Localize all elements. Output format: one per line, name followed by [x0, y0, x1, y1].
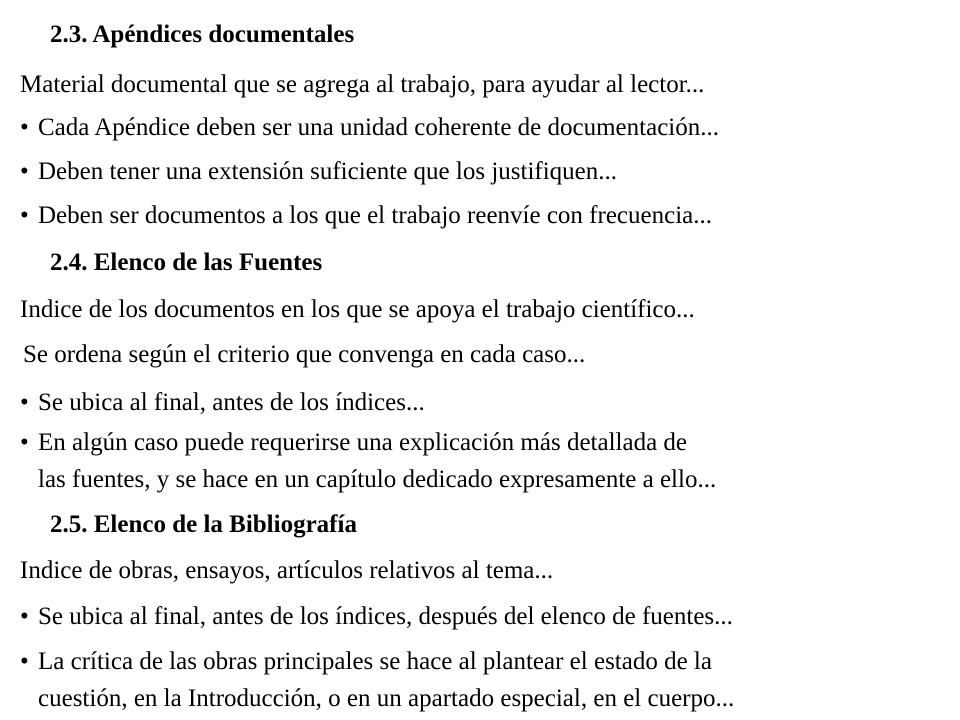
list-item-text: Deben tener una extensión suficiente que los justifiquen...	[38, 158, 618, 185]
list-item-text: Se ubica al final, antes de los índices...	[38, 389, 425, 416]
bullet-icon: •	[20, 429, 29, 456]
section-heading-2-4: 2.4. Elenco de las Fuentes	[50, 249, 323, 276]
bullet-icon: •	[20, 158, 29, 185]
bullet-icon: •	[20, 114, 29, 141]
bullet-icon: •	[20, 389, 29, 416]
list-item-text: Cada Apéndice deben ser una unidad coherente de documentación...	[38, 114, 719, 141]
list-item	[20, 201, 712, 231]
list-item-continuation: cuestión, en la Introducción, o en un apartado especial, en el cuerpo...	[38, 685, 735, 712]
bullet-icon: •	[20, 603, 29, 630]
list-item-text: Deben ser documentos a los que el trabajo reenvíe con frecuencia...	[38, 202, 713, 229]
section-intro-2-4: Indice de los documentos en los que se apoya el trabajo científico...	[20, 296, 695, 323]
list-item-continuation: las fuentes, y se hace en un capítulo dedicado expresamente a ello...	[38, 466, 717, 493]
list-item-text: Se ubica al final, antes de los índices, después del elenco de fuentes...	[38, 603, 733, 630]
list-item-text: En algún caso puede requerirse una explicación más detallada de	[38, 429, 688, 456]
list-item	[20, 602, 733, 632]
bullet-icon: •	[20, 648, 29, 675]
section-intro-2-5: Indice de obras, ensayos, artículos relativos al tema...	[20, 557, 554, 584]
list-item-text: La crítica de las obras principales se hace al plantear el estado de la	[38, 648, 712, 675]
list-item	[20, 388, 425, 418]
bullet-icon: •	[20, 202, 29, 229]
section-heading-2-3: 2.3. Apéndices documentales	[50, 21, 355, 48]
list-item	[20, 113, 719, 143]
section-heading-2-5: 2.5. Elenco de la Bibliografía	[50, 511, 357, 538]
section-intro-2-3: Material documental que se agrega al trabajo, para ayudar al lector...	[20, 71, 705, 98]
list-item	[20, 157, 617, 187]
list-item	[20, 428, 687, 458]
list-item	[20, 647, 712, 677]
section-intro2-2-4: Se ordena según el criterio que convenga en cada caso...	[23, 341, 586, 368]
